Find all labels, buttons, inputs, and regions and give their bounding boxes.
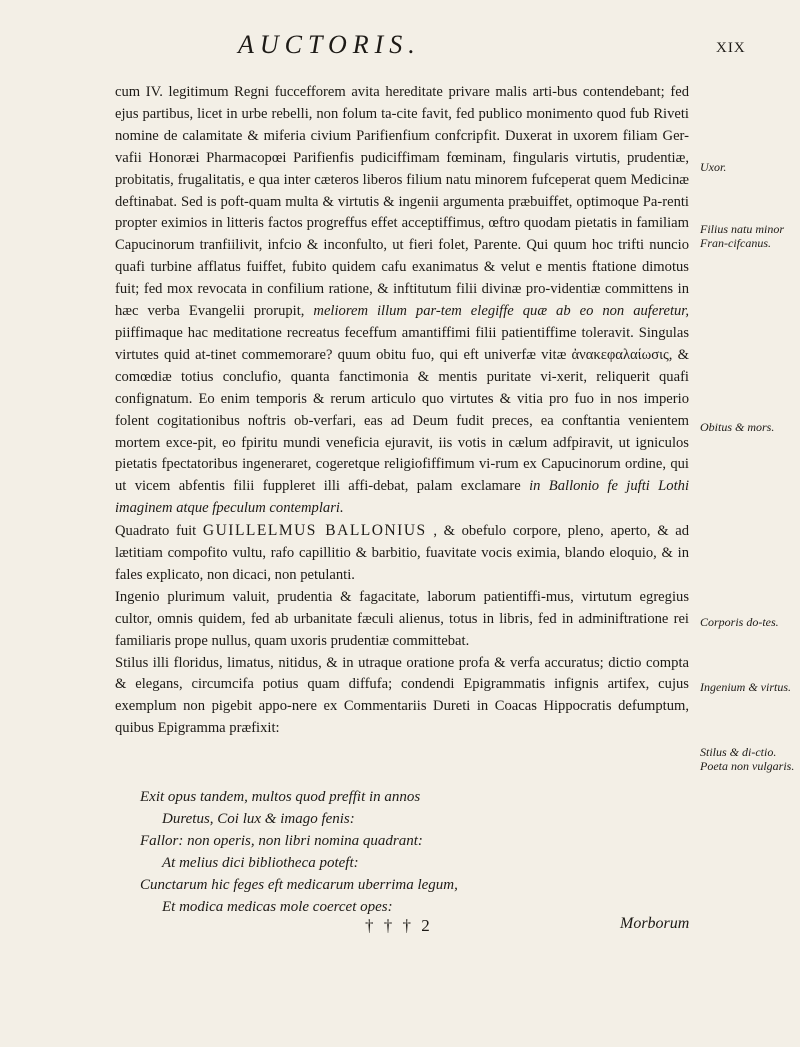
paragraph-2-start: Quadrato fuit [115, 523, 197, 540]
epigram-line: Duretus, Coi lux & imago fenis: [162, 811, 355, 827]
paragraph-4: Stilus illi floridus, limatus, nitidus, & in utraque oratione profa & verfa accuratus; dictio compta & elegans, circumcifa potius quam diffufa; condendi Epigrammatis infignis artifex, cujus exemplum non pigebit appo-nere ex Commentariis Dureti in Coacas Hippocratis defumptum, quibus Epigramma præfixit: [115, 654, 689, 737]
margin-note-stilus: Stilus & di-ctio. Poeta non vulgaris. [700, 745, 795, 773]
margin-note-obitus: Obitus & mors. [700, 420, 775, 434]
epigram-line: Exit opus tandem, multos quod preffit in annos [140, 789, 421, 805]
page-number: XIX [716, 40, 746, 56]
running-title: AUCTORIS. [238, 30, 421, 59]
epigram-line: At melius dici bibliotheca poteft: [162, 855, 359, 871]
paragraph-1 [115, 82, 689, 520]
epigram-line: Fallor: non operis, non libri nomina quadrant: [140, 833, 423, 849]
margin-note-filius: Filius natu minor Fran-cifcanus. [700, 222, 785, 250]
author-name: GUILLELMUS BALLONIUS [202, 522, 427, 540]
signature-mark: † † † 2 [365, 916, 433, 935]
paragraph-1-continued: piiffimaque hac meditatione recreatus feceffum amantiffimi filii patientiffime toleravit. Singulas virtutes quid at-tinet commemorare? quum obitu fuo, qui eft univerfæ vitæ ἀνακεφαλαίωσις, & comœdiæ totius conclufio, quanta fanctimonia & mentis puritate vi-xerit, reliquerit quafi confignatum. Eo enim temporis & rerum articulo quo virtutes & vitia pro fuo in nos imperio folent cogitationibus noftris ob-verfari, eas ad Deum fudit preces, ea conftantia venientem mortem exce-pit, eo fpiritu mundi veneficia ejuravit, iis votis in cælum adfpiravit, ut igniculos pietatis fpectatoribus ingeneraret, cogeretque religiofiffimum vi-rum ex Capucinorum ordine, qui ut vicem abfentis filii fuppleret illi affi-debat, palam exclamare [115, 324, 689, 495]
epigram [140, 786, 700, 918]
paragraph-2-rest: , & obefulo corpore, pleno, aperto, & ad lætitiam compofito vultu, rafo capillitio & barbitio, fuavitate vocis eximia, blando eloquio, & in fales explicato, non dicaci, non petulanti. [115, 523, 690, 583]
epigram-line: Et modica medicas mole coercet opes: [162, 899, 393, 915]
paragraph-1-text: cum IV. legitimum Regni fuccefforem avita hereditate privare malis arti-bus contendebant; fed ejus partibus, licet in urbe rebelli, non folum ta-cite favit, fed publico monimento quod fub Riveti nomine de calamitate & miferia civium Parifienfium confcripfit. Duxerat in uxorem filiam Ger-vafii Honoræi Pharmacopœi Parifienfis pudiciffimam fœminam, fingularis virtutis, prudentiæ, probitatis, frugalitatis, e qua inter cæteros liberos filium natu minorem fufceperat quem Medicinæ deftinabat. Sed is poft-quam multa & virtutis & ingenii argumenta præbuiffet, optimoque Pa-renti propter eximios in litteris factos progreffus effet acceptiffimus, œftro quodam pietatis in familiam Capucinorum tranfiilivit, infcio & inconfulto, ut fieri folet, Parente. Qui quum hoc trifti nuncio quafi turbine afflatus fuiffet, fubito quidem cafu exanimatus & velut e mentis ftatione dimotus fuit; fed mox revocata in confilium ratione, & inftitutum filii divinæ pro-videntiæ committens in hæc verba Evangelii prorupit, [115, 84, 689, 320]
margin-note-uxor: Uxor. [700, 160, 727, 174]
gospel-quote: meliorem illum par-tem elegiffe quæ ab eo non auferetur, [313, 303, 690, 320]
lot-quote: in Ballonio fe jufti Lothi imaginem atque fpeculum contemplari. [115, 478, 689, 517]
paragraph-2 [115, 520, 689, 587]
margin-note-ingenium: Ingenium & virtus. [700, 680, 791, 694]
catchword: Morborum [620, 915, 690, 932]
margin-note-corporis: Corporis do-tes. [700, 615, 779, 629]
main-text [115, 82, 689, 740]
paragraph-3: Ingenio plurimum valuit, prudentia & fagacitate, laborum patientiffi-mus, virtutum egregius cultor, omnis quidem, fed ab urbanitate fæculi alienus, totus in libris, fed in adminiftratione rei familiaris prope nullus, quam uxoris prudentiæ committebat. [115, 588, 689, 649]
epigram-line: Cunctarum hic feges eft medicarum uberrima legum, [140, 877, 458, 893]
